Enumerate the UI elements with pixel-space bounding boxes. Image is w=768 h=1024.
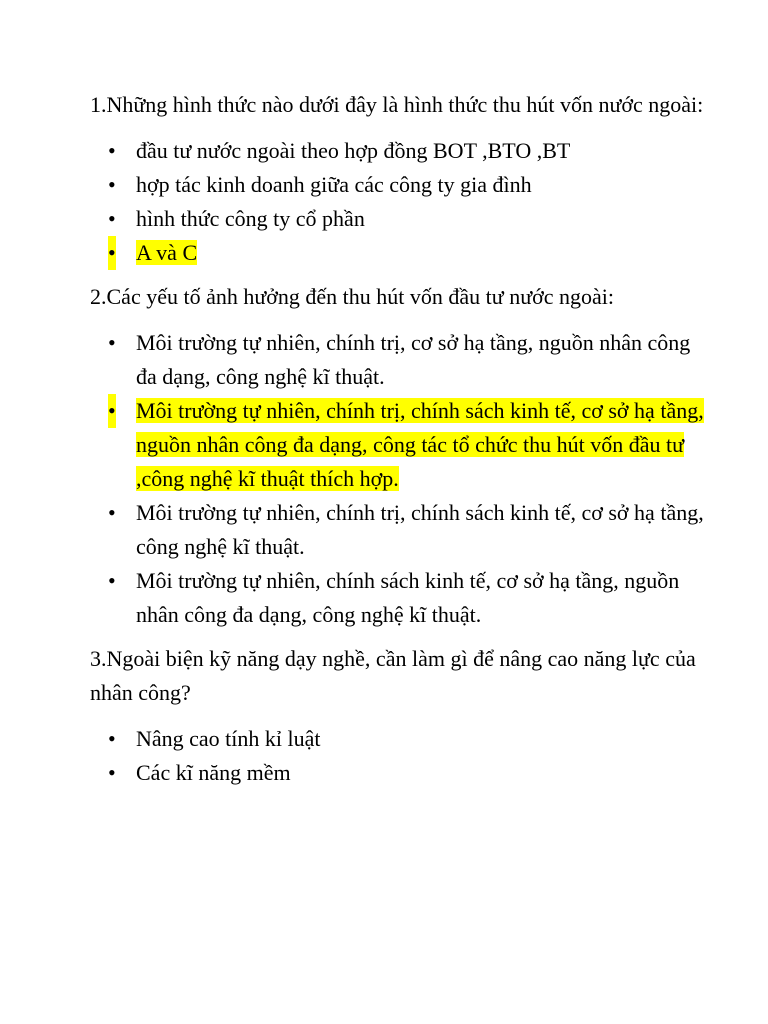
option-text: hợp tác kinh doanh giữa các công ty gia đình — [136, 172, 532, 197]
bullet-icon: • — [108, 760, 116, 785]
option-text: Môi trường tự nhiên, chính trị, cơ sở hạ tầng, nguồn nhân công đa dạng, công nghệ kĩ thuật. — [136, 330, 691, 389]
list-item — [90, 134, 708, 168]
question-2-options — [90, 326, 708, 632]
bullet-icon: • — [108, 330, 116, 355]
bullet-icon: • — [108, 236, 116, 270]
bullet-icon: • — [108, 568, 116, 593]
list-item — [90, 326, 708, 394]
bullet-icon: • — [108, 726, 116, 751]
list-item — [90, 722, 708, 756]
list-item — [90, 202, 708, 236]
option-text: Nâng cao tính kỉ luật — [136, 726, 321, 751]
highlighted-answer — [90, 394, 708, 496]
bullet-icon: • — [108, 394, 116, 428]
bullet-icon: • — [108, 172, 116, 197]
question-1-text: 1.Những hình thức nào dưới đây là hình thức thu hút vốn nước ngoài: — [90, 92, 704, 117]
option-text: Các kĩ năng mềm — [136, 760, 291, 785]
option-text: Môi trường tự nhiên, chính sách kinh tế, cơ sở hạ tầng, nguồn nhân công đa dạng, công nghệ kĩ thuật. — [136, 568, 680, 627]
list-item — [90, 496, 708, 564]
list-item — [90, 168, 708, 202]
bullet-icon: • — [108, 500, 116, 525]
question-3-text: 3.Ngoài biện kỹ năng dạy nghề, cần làm gì để nâng cao năng lực của nhân công? — [90, 646, 696, 705]
list-item — [90, 756, 708, 790]
list-item — [90, 564, 708, 632]
bullet-icon: • — [108, 138, 116, 163]
option-text: A và C — [136, 240, 198, 265]
question-1-options — [90, 134, 708, 270]
question-3-options — [90, 722, 708, 790]
option-text: hình thức công ty cổ phần — [136, 206, 365, 231]
option-text: Môi trường tự nhiên, chính trị, chính sách kinh tế, cơ sở hạ tầng, công nghệ kĩ thuật. — [136, 500, 704, 559]
bullet-icon: • — [108, 206, 116, 231]
highlighted-answer — [90, 236, 708, 270]
option-text: Môi trường tự nhiên, chính trị, chính sách kinh tế, cơ sở hạ tầng, nguồn nhân công đa dạng, công tác tổ chức thu hút vốn đầu tư ,công nghệ kĩ thuật thích hợp. — [136, 398, 704, 491]
question-2-text: 2.Các yếu tố ảnh hưởng đến thu hút vốn đầu tư nước ngoài: — [90, 284, 615, 309]
option-text: đầu tư nước ngoài theo hợp đồng BOT ,BTO ,BT — [136, 138, 571, 163]
